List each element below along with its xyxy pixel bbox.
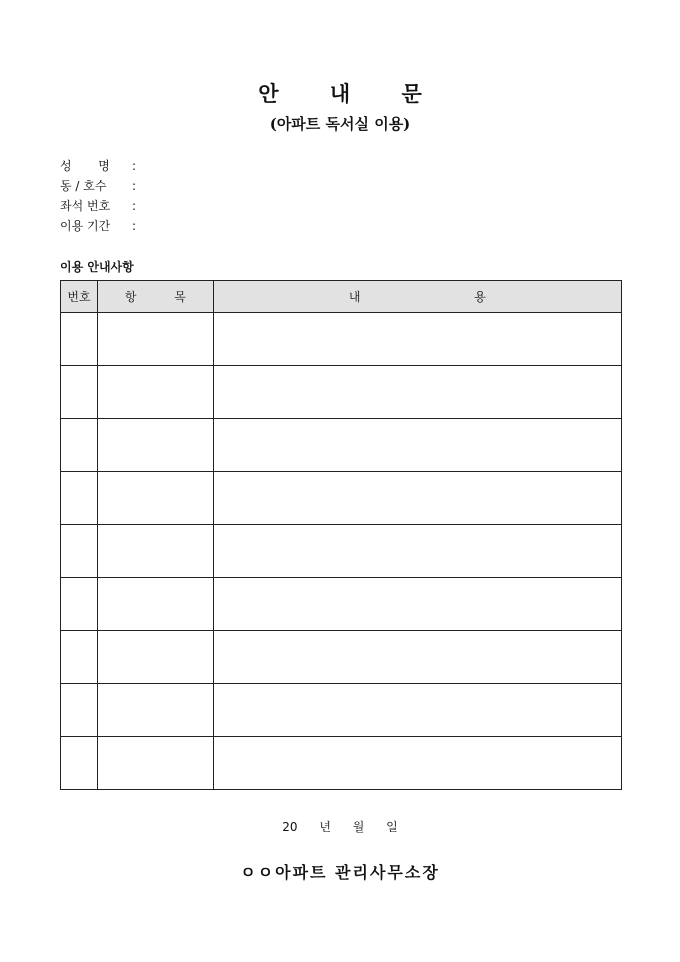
field-label: 성 명 [60, 159, 110, 173]
cell-item [97, 578, 213, 631]
field-period [60, 216, 136, 236]
cell-content [213, 737, 621, 790]
office-signature: ㅇㅇ아파트 관리사무소장 [240, 863, 440, 882]
cell-content [213, 366, 621, 419]
table-row [61, 578, 622, 631]
table-header-row [61, 281, 622, 313]
cell-item [97, 684, 213, 737]
cell-content [213, 525, 621, 578]
cell-content [213, 472, 621, 525]
field-colon: : [132, 199, 137, 213]
table-row [61, 737, 622, 790]
field-label: 동 / 호수 [60, 179, 107, 193]
table-row [61, 631, 622, 684]
cell-item [97, 313, 213, 366]
field-unit [60, 176, 136, 196]
cell-number [61, 631, 98, 684]
field-colon: : [132, 159, 137, 173]
cell-number [61, 419, 98, 472]
field-seat [60, 196, 136, 216]
field-name [60, 156, 136, 176]
cell-number [61, 472, 98, 525]
cell-number [61, 313, 98, 366]
field-label: 좌석 번호 [60, 199, 111, 213]
cell-content [213, 578, 621, 631]
cell-item [97, 419, 213, 472]
table-row [61, 472, 622, 525]
field-colon: : [132, 179, 137, 193]
cell-content [213, 631, 621, 684]
table-row [61, 684, 622, 737]
cell-number [61, 578, 98, 631]
cell-number [61, 684, 98, 737]
field-label: 이용 기간 [60, 219, 111, 233]
document-title: 안 내 문 [258, 81, 444, 106]
date-line: 20 년 월 일 [282, 820, 398, 834]
cell-number [61, 366, 98, 419]
cell-number [61, 525, 98, 578]
cell-content [213, 313, 621, 366]
document-subtitle: (아파트 독서실 이용) [269, 115, 411, 133]
cell-item [97, 631, 213, 684]
table-row [61, 419, 622, 472]
field-colon: : [132, 219, 137, 233]
cell-item [97, 737, 213, 790]
cell-content [213, 684, 621, 737]
header-number: 번호 [61, 281, 98, 313]
cell-content [213, 419, 621, 472]
cell-item [97, 525, 213, 578]
header-item: 항 목 [97, 281, 213, 313]
table-row [61, 366, 622, 419]
cell-number [61, 737, 98, 790]
section-heading: 이용 안내사항 [60, 260, 134, 274]
table-row [61, 313, 622, 366]
table-row [61, 525, 622, 578]
cell-item [97, 366, 213, 419]
guide-table [60, 280, 622, 790]
cell-item [97, 472, 213, 525]
applicant-fields [60, 156, 136, 236]
header-content: 내 용 [213, 281, 621, 313]
